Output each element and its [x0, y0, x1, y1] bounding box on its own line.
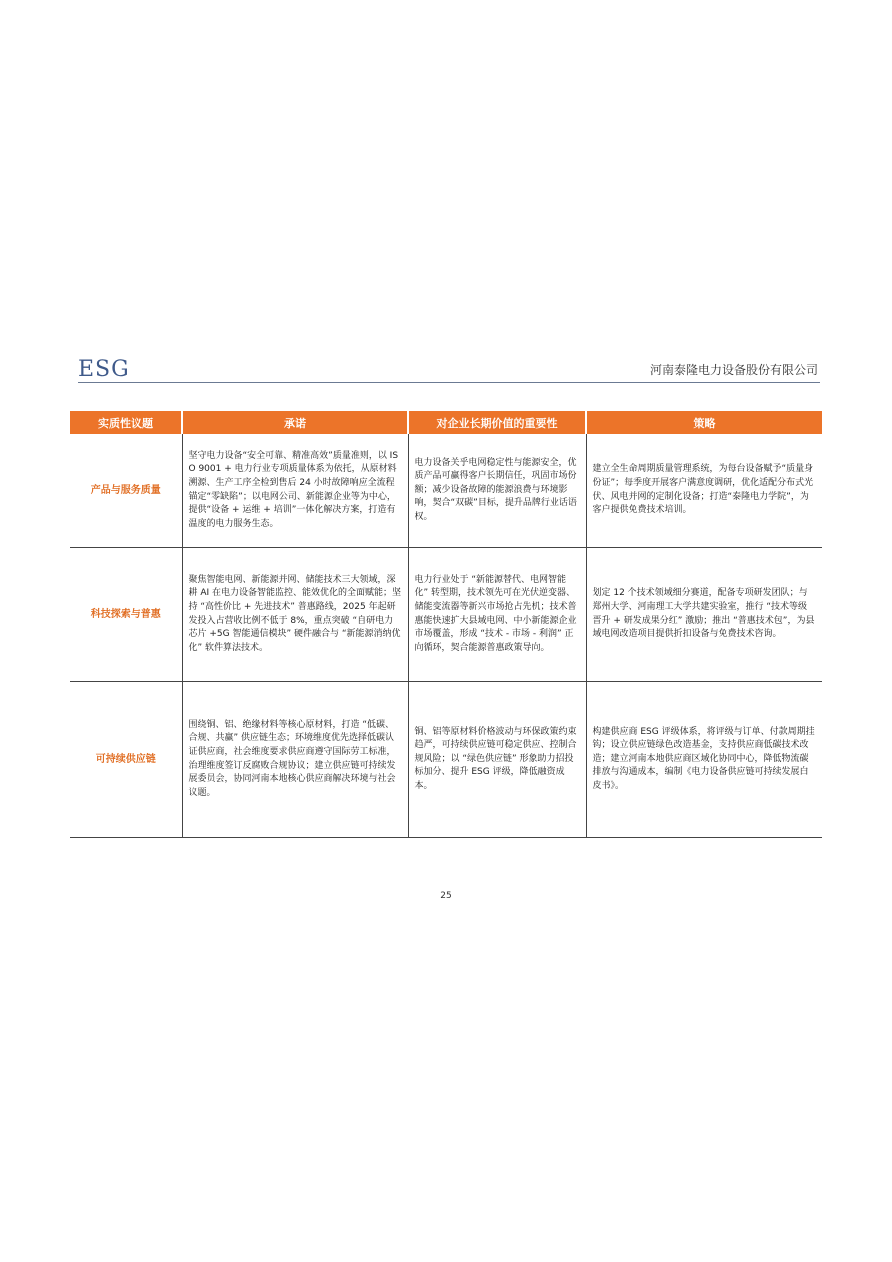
column-header-strategy: 策略	[586, 411, 822, 434]
company-name: 河南泰隆电力设备股份有限公司	[649, 363, 818, 377]
importance-cell: 电力设备关乎电网稳定性与能源安全，优质产品可赢得客户长期信任，巩固市场份额；减少设备故障的能源浪费与环境影响，契合“双碳”目标，提升品牌行业话语权。	[408, 434, 586, 548]
page-header	[78, 357, 820, 383]
table-row	[70, 434, 822, 548]
topic-cell: 科技探索与普惠	[70, 548, 182, 682]
column-header-topic: 实质性议题	[70, 411, 182, 434]
table-row	[70, 548, 822, 682]
materiality-table	[70, 411, 822, 838]
commitment-cell: 坚守电力设备“安全可靠、精准高效”质量准则，以 ISO 9001 + 电力行业专项质量体系为依托，从原材料溯源、生产工序全检到售后 24 小时故障响应全流程锚定“零缺陷”；以电网公司、新能源企业等为中心，提供“设备 + 运维 + 培训”一体化解决方案，打造有温度的电力服务生态。	[182, 434, 408, 548]
table-row	[70, 682, 822, 838]
strategy-cell: 构建供应商 ESG 评级体系，将评级与订单、付款周期挂钩；设立供应链绿色改造基金，支持供应商低碳技术改造；建立河南本地供应商区域化协同中心，降低物流碳排放与沟通成本，编制《电力设备供应链可持续发展白皮书》。	[586, 682, 822, 838]
column-header-commitment: 承诺	[182, 411, 408, 434]
column-header-importance: 对企业长期价值的重要性	[408, 411, 586, 434]
topic-cell: 产品与服务质量	[70, 434, 182, 548]
commitment-cell: 聚焦智能电网、新能源并网、储能技术三大领域，深耕 AI 在电力设备智能监控、能效优化的全面赋能；坚持 “高性价比 + 先进技术” 普惠路线，2025 年起研发投入占营收比例不低于 8%，重点突破 “自研电力芯片 +5G 智能通信模块” 硬件融合与 “新能源消纳优化” 软件算法技术。	[182, 548, 408, 682]
strategy-cell: 划定 12 个技术领域细分赛道，配备专项研发团队；与郑州大学、河南理工大学共建实验室，推行 “技术等级晋升 + 研发成果分红” 激励；推出 “普惠技术包”，为县域电网改造项目提供折扣设备与免费技术咨询。	[586, 548, 822, 682]
esg-logo: ESG	[78, 357, 130, 382]
table-header-row	[70, 411, 822, 434]
commitment-cell: 围绕铜、铝、绝缘材料等核心原材料，打造 “低碳、合规、共赢” 供应链生态；环境维度优先选择低碳认证供应商，社会维度要求供应商遵守国际劳工标准，治理维度签订反腐败合规协议；建立供应链可持续发展委员会，协同河南本地核心供应商解决环境与社会议题。	[182, 682, 408, 838]
strategy-cell: 建立全生命周期质量管理系统，为每台设备赋予“质量身份证”；每季度开展客户满意度调研，优化适配分布式光伏、风电并网的定制化设备；打造“泰隆电力学院”，为客户提供免费技术培训。	[586, 434, 822, 548]
importance-cell: 电力行业处于 “新能源替代、电网智能化” 转型期，技术领先可在光伏逆变器、储能变流器等新兴市场抢占先机；技术普惠能快速扩大县域电网、中小新能源企业市场覆盖，形成 “技术 - 市场 - 利润” 正向循环，契合能源普惠政策导向。	[408, 548, 586, 682]
importance-cell: 铜、铝等原材料价格波动与环保政策约束趋严，可持续供应链可稳定供应、控制合规风险；以 “绿色供应链” 形象助力招投标加分、提升 ESG 评级，降低融资成本。	[408, 682, 586, 838]
topic-cell: 可持续供应链	[70, 682, 182, 838]
page-number: 25	[440, 891, 452, 901]
